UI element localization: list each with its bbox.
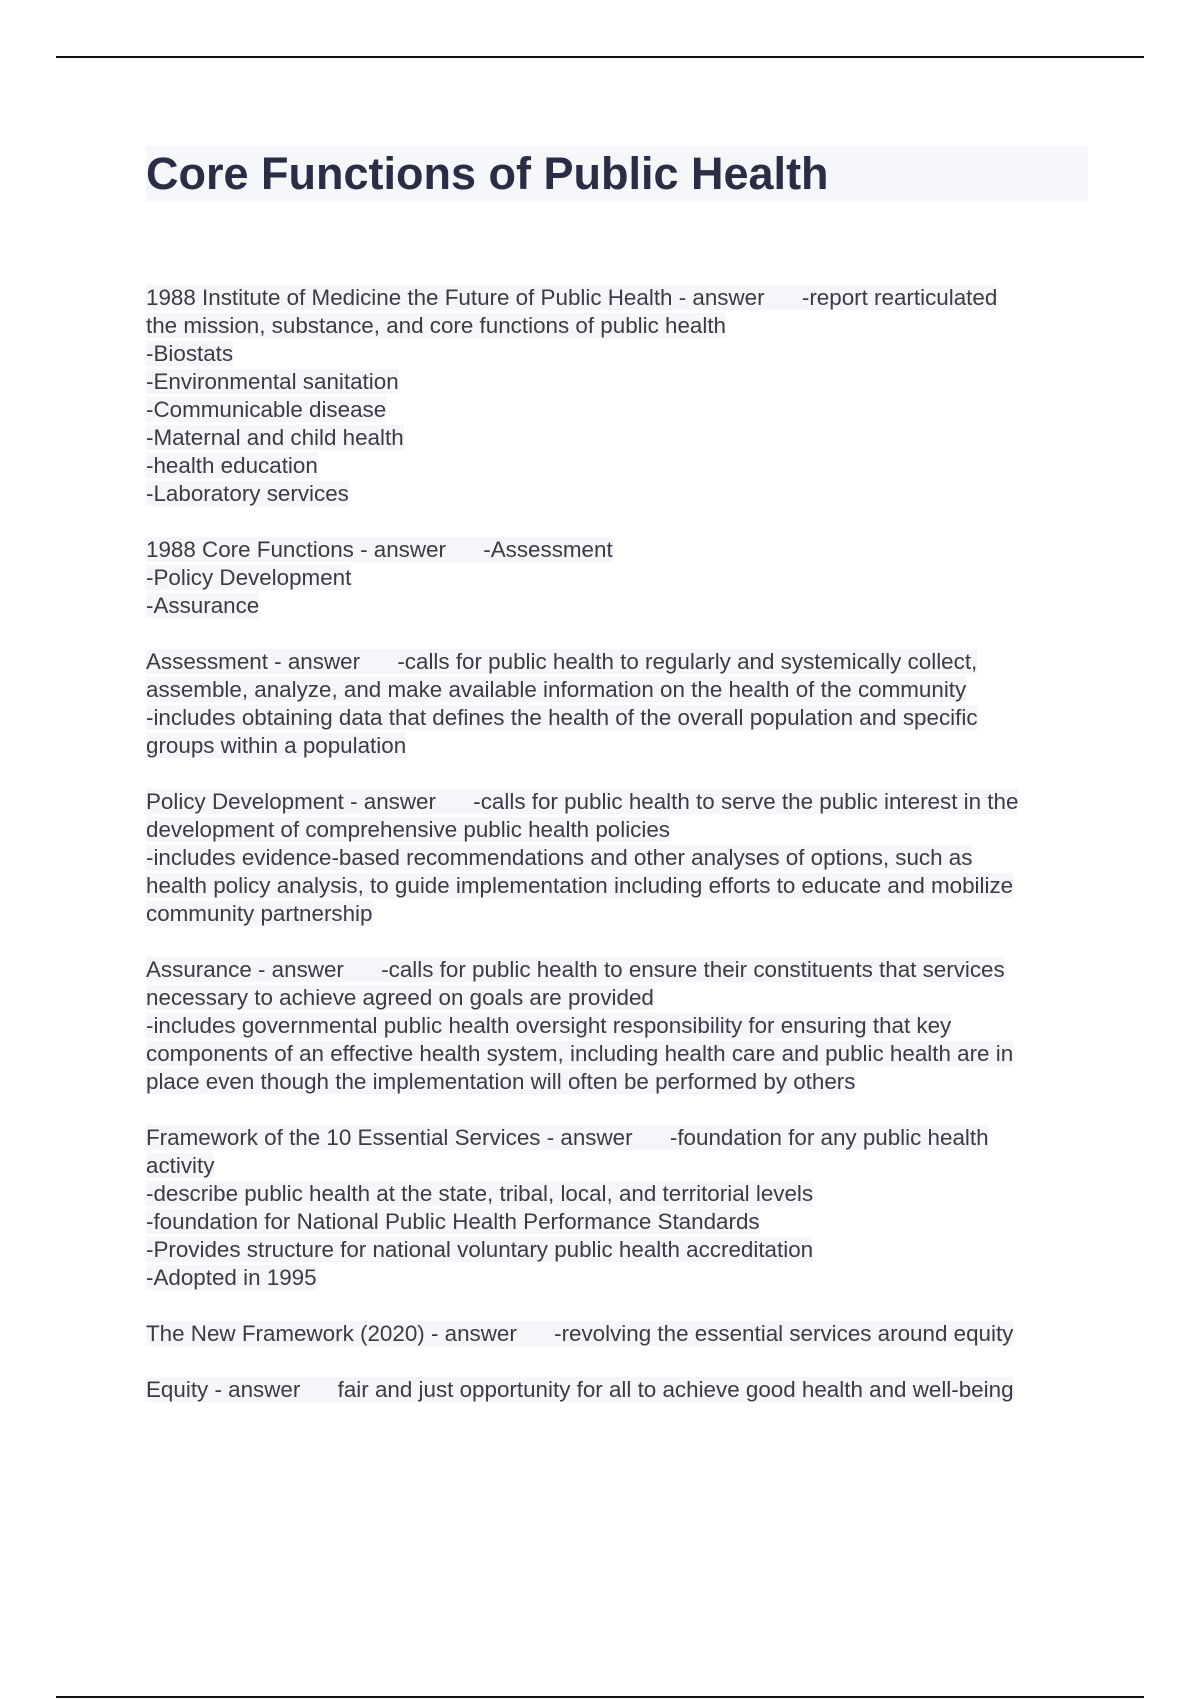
entry-line: -Provides structure for national voluntary public health accreditation	[146, 1237, 814, 1262]
entry-line: Framework of the 10 Essential Services - answer -foundation for any public health	[146, 1125, 989, 1150]
flashcard-entry-equity	[146, 1376, 1096, 1404]
entry-line: Policy Development - answer -calls for public health to serve the public interest in the	[146, 789, 1019, 814]
entry-line: -foundation for National Public Health Performance Standards	[146, 1209, 760, 1234]
entry-line: -includes governmental public health oversight responsibility for ensuring that key	[146, 1013, 952, 1038]
flashcard-list	[146, 284, 1096, 1432]
entry-line: -includes obtaining data that defines the health of the overall population and specific	[146, 705, 978, 730]
entry-line: the mission, substance, and core functions of public health	[146, 313, 727, 338]
document-title: Core Functions of Public Health	[146, 148, 829, 199]
flashcard-entry-assurance	[146, 956, 1096, 1096]
flashcard-entry-new-framework	[146, 1320, 1096, 1348]
entry-line: -includes evidence-based recommendations and other analyses of options, such as	[146, 845, 973, 870]
entry-line: health policy analysis, to guide implementation including efforts to educate and mobilize	[146, 873, 1014, 898]
flashcard-entry-essential-services	[146, 1124, 1096, 1292]
entry-line: -health education	[146, 453, 318, 478]
title-box	[146, 146, 1088, 202]
entry-line: The New Framework (2020) - answer -revolving the essential services around equity	[146, 1321, 1014, 1346]
flashcard-entry-core-functions	[146, 536, 1096, 620]
entry-line: -describe public health at the state, tribal, local, and territorial levels	[146, 1181, 814, 1206]
entry-line: components of an effective health system, including health care and public health are in	[146, 1041, 1014, 1066]
entry-line: Equity - answer fair and just opportunity for all to achieve good health and well-being	[146, 1377, 1014, 1402]
entry-line: Assurance - answer -calls for public health to ensure their constituents that services	[146, 957, 1005, 982]
entry-line: -Policy Development	[146, 565, 352, 590]
top-rule	[56, 56, 1144, 58]
entry-line: -Laboratory services	[146, 481, 349, 506]
entry-line: -Biostats	[146, 341, 234, 366]
entry-line: Assessment - answer -calls for public health to regularly and systemically collect,	[146, 649, 978, 674]
entry-line: -Assurance	[146, 593, 260, 618]
entry-line: -Maternal and child health	[146, 425, 404, 450]
flashcard-entry-iom-1988	[146, 284, 1096, 508]
entry-line: -Environmental sanitation	[146, 369, 399, 394]
entry-line: development of comprehensive public health policies	[146, 817, 671, 842]
entry-line: -Communicable disease	[146, 397, 387, 422]
entry-line: community partnership	[146, 901, 373, 926]
bottom-rule	[56, 1696, 1144, 1698]
flashcard-entry-policy-development	[146, 788, 1096, 928]
entry-line: necessary to achieve agreed on goals are provided	[146, 985, 654, 1010]
entry-line: assemble, analyze, and make available information on the health of the community	[146, 677, 967, 702]
entry-line: place even though the implementation will often be performed by others	[146, 1069, 856, 1094]
entry-line: groups within a population	[146, 733, 407, 758]
flashcard-entry-assessment	[146, 648, 1096, 760]
entry-line: -Adopted in 1995	[146, 1265, 317, 1290]
entry-line: 1988 Core Functions - answer -Assessment	[146, 537, 613, 562]
entry-line: activity	[146, 1153, 215, 1178]
entry-line: 1988 Institute of Medicine the Future of Public Health - answer -report rearticulated	[146, 285, 998, 310]
